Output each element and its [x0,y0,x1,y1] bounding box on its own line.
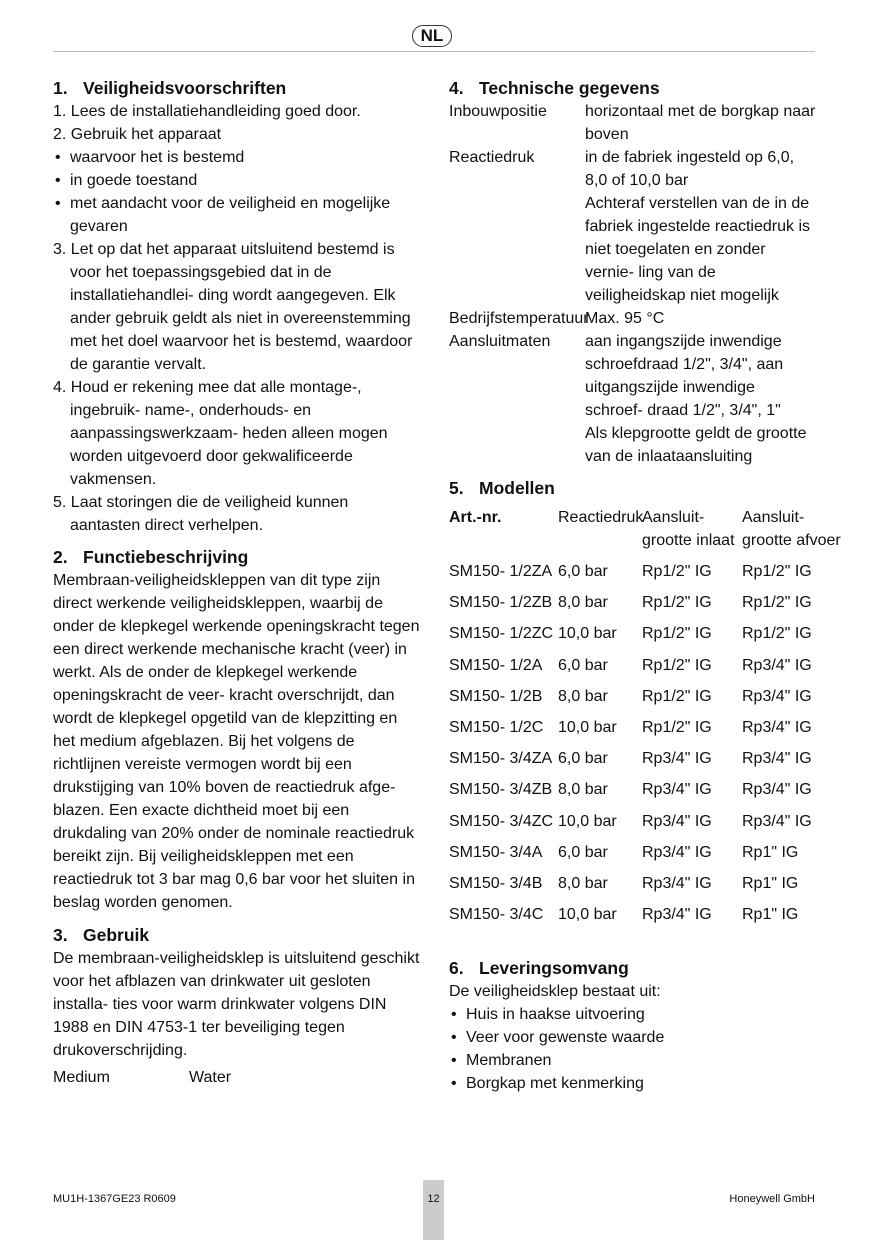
cell-pressure: 8,0 bar [558,594,608,612]
cell-outlet: Rp3/4" IG [742,750,812,768]
cell-article: SM150- 3/4ZA [449,750,553,768]
medium-value: Water [189,1069,232,1086]
cell-article: SM150- 1/2ZB [449,594,553,612]
spec-label [449,422,585,468]
table-row [449,778,839,809]
delivery-intro: De veiligheidsklep bestaat uit: [449,983,661,1001]
col-header-outlet: Aansluit- grootte afvoer [742,509,841,549]
cell-article: SM150- 1/2C [449,718,544,736]
function-body: Membraan-veiligheidskleppen van dit type zijn direct werkende veiligheidskleppen, waarbij de onder de klepkegel werkende openingskracht tegen een direct werkende mechanische kracht (veer) in werkt. Als de onder de klepkegel werkende openingskracht de veer- kracht overschrijdt, dan wordt de klepkegel opgetild van de klepzitting en het medium afgeblazen. Bij het volgens de richtlijnen vereiste vermogen wordt bij een drukstijging van 10% boven de reactiedruk afge- blazen. Een exacte dichtheid moet bij een drukdaling van 20% onder de nominale reactiedruk bereikt zijn. Bij veiligheidskleppen met een reactiedruk tot 3 bar mag 0,6 bar voor het sluiten in beslag worden genomen. [53,572,420,911]
numbered-item: 1. Lees de installatiehandleiding goed door. [53,103,361,120]
table-row [449,872,839,903]
cell-outlet: Rp1" IG [742,843,799,861]
bullet-item: • waarvoor het is bestemd [53,146,421,169]
section-delivery [449,956,839,1095]
cell-pressure: 6,0 bar [558,563,608,580]
spec-value: Als klepgrootte geldt de grootte van de inlaataansluiting [585,425,807,465]
cell-outlet: Rp1" IG [742,874,799,892]
section-heading: 4. Technische gegevens [449,78,660,98]
numbered-item: 2. Gebruik het apparaat [53,126,222,143]
cell-article: SM150- 3/4ZC [449,812,554,830]
spec-value: aan ingangszijde inwendige schroefdraad 1/2", 3/4", aan uitgangszijde inwendige schroef- draad 1/2", 3/4", 1" [585,333,784,419]
table-header [449,506,839,560]
cell-outlet: Rp3/4" IG [742,656,812,674]
cell-outlet: Rp3/4" IG [742,718,812,736]
cell-article: SM150- 3/4B [449,874,543,892]
cell-pressure: 10,0 bar [558,718,617,736]
cell-outlet: Rp3/4" IG [742,812,812,830]
section-heading: 1. Veiligheidsvoorschriften [53,78,287,98]
header-divider [53,51,815,52]
cell-pressure: 6,0 bar [558,750,608,768]
models-table [449,506,839,934]
cell-outlet: Rp1/2" IG [742,625,812,643]
cell-pressure: 8,0 bar [558,687,608,705]
table-row [449,591,839,622]
section-heading: 6. Leveringsomvang [449,958,629,979]
cell-article: SM150- 3/4C [449,906,544,924]
table-row [449,841,839,872]
language-badge: NL [412,25,452,47]
safety-list [53,100,421,537]
cell-inlet: Rp3/4" IG [642,750,712,768]
numbered-item: 3. Let op dat het apparaat uitsluitend bestemd is voor het toepassingsgebied dat in de installatiehandlei- ding wordt aangegeven. Elk ander gebruik geldt als niet in overeenstemming met het doel waarvoor het is bestemd, waardoor de garantie vervalt. [53,241,413,373]
col-header-inlet: Aansluit- grootte inlaat [642,509,735,549]
table-row [449,654,839,685]
cell-pressure: 8,0 bar [558,781,608,799]
section-models [449,476,839,934]
spec-label [449,192,585,307]
table-row [449,903,839,934]
cell-article: SM150- 1/2A [449,656,543,674]
table-row [449,560,839,591]
cell-inlet: Rp3/4" IG [642,843,712,861]
col-header-article: Art.-nr. [449,509,502,526]
section-heading: 3. Gebruik [53,925,150,945]
spec-label: Inbouwpositie [449,103,547,120]
bullet-item: • met aandacht voor de veiligheid en mogelijke gevaren [53,192,421,238]
bullet-item: • Membranen [449,1049,839,1072]
usage-body: De membraan-veiligheidsklep is uitsluitend geschikt voor het afblazen van drinkwater uit gesloten installa- ties voor warm drinkwater volgens DIN 1988 en DIN 4753-1 ter beveiliging tegen drukoverschrijding. [53,950,420,1059]
cell-inlet: Rp1/2" IG [642,625,712,643]
spec-label: Aansluitmaten [449,333,551,350]
cell-inlet: Rp1/2" IG [642,563,712,580]
table-body [449,560,839,934]
bullet-item: • Huis in haakse uitvoering [449,1003,839,1026]
table-row [449,716,839,747]
table-row [449,685,839,716]
spec-value: horizontaal met de borgkap naar boven [585,103,816,143]
cell-article: SM150- 1/2ZA [449,563,553,580]
cell-outlet: Rp3/4" IG [742,781,812,799]
right-column [449,76,839,1095]
cell-pressure: 10,0 bar [558,812,617,830]
cell-article: SM150- 3/4ZB [449,781,553,799]
cell-outlet: Rp1" IG [742,906,799,924]
page-number: 12 [423,1180,444,1240]
cell-pressure: 10,0 bar [558,906,617,924]
section-safety [53,76,421,537]
cell-inlet: Rp1/2" IG [642,687,712,705]
cell-inlet: Rp3/4" IG [642,874,712,892]
delivery-list [449,1003,839,1095]
cell-outlet: Rp1/2" IG [742,563,812,580]
section-technical [449,76,839,468]
section-usage [53,923,421,1089]
bullet-item: • Borgkap met kenmerking [449,1072,839,1095]
cell-inlet: Rp3/4" IG [642,812,712,830]
table-row [449,747,839,778]
medium-row [53,1066,421,1089]
left-column [53,76,421,1089]
cell-outlet: Rp3/4" IG [742,687,812,705]
cell-pressure: 10,0 bar [558,625,617,643]
spec-value: Achteraf verstellen van de in de fabriek ingestelde reactiedruk is niet toegelaten en zonder vernie- ling van de veiligheidskap niet mogelijk [585,195,811,304]
bullet-item: • Veer voor gewenste waarde [449,1026,839,1049]
medium-label: Medium [53,1069,110,1086]
section-heading: 2. Functiebeschrijving [53,547,249,567]
section-function [53,545,421,914]
spec-value: Max. 95 °C [585,310,665,327]
section-heading: 5. Modellen [449,478,555,498]
table-row [449,810,839,841]
col-header-pressure: Reactiedruk [558,509,644,526]
cell-pressure: 6,0 bar [558,843,608,861]
doc-id: MU1H-1367GE23 R0609 [53,1193,176,1205]
company-name: Honeywell GmbH [729,1193,815,1205]
cell-pressure: 6,0 bar [558,656,608,674]
table-row [449,622,839,653]
cell-inlet: Rp1/2" IG [642,718,712,736]
spec-label: Reactiedruk [449,149,535,166]
spec-value: in de fabriek ingesteld op 6,0, 8,0 of 10,0 bar [585,149,795,189]
bullet-item: • in goede toestand [53,169,421,192]
cell-article: SM150- 1/2B [449,687,543,705]
technical-data [449,100,817,468]
cell-article: SM150- 1/2ZC [449,625,554,643]
cell-inlet: Rp1/2" IG [642,656,712,674]
cell-inlet: Rp1/2" IG [642,594,712,612]
cell-outlet: Rp1/2" IG [742,594,812,612]
cell-article: SM150- 3/4A [449,843,543,861]
numbered-item: 5. Laat storingen die de veiligheid kunnen aantasten direct verhelpen. [53,494,349,534]
cell-inlet: Rp3/4" IG [642,781,712,799]
cell-inlet: Rp3/4" IG [642,906,712,924]
spec-label: Bedrijfstemperatuur [449,310,589,327]
cell-pressure: 8,0 bar [558,874,608,892]
numbered-item: 4. Houd er rekening mee dat alle montage-, ingebruik- name-, onderhouds- en aanpassingswerkzaam- heden alleen mogen worden uitgevoerd door gekwalificeerde vakmensen. [53,379,388,488]
